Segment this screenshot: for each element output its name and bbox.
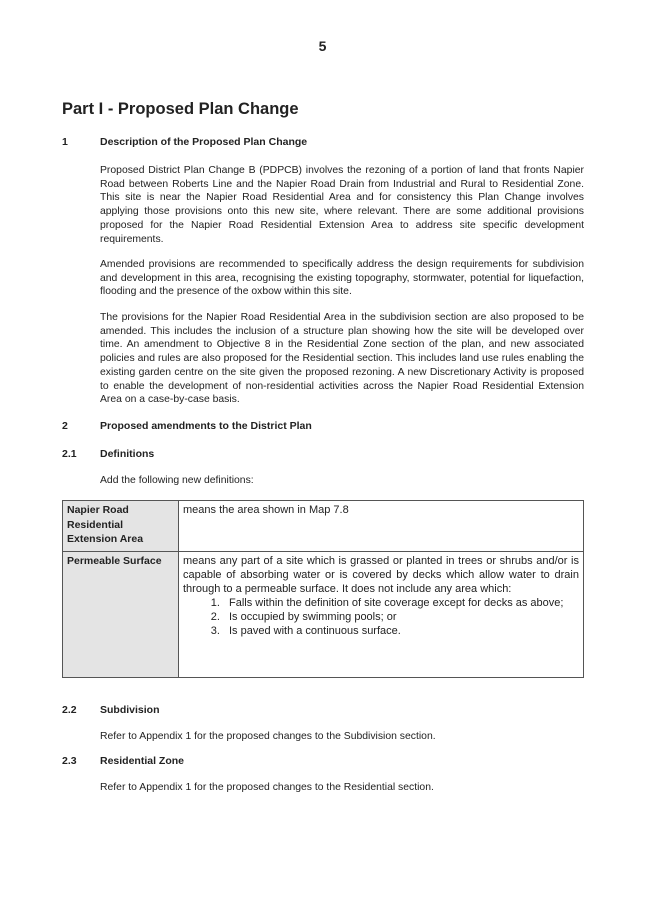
condition-item: 3. Is paved with a continuous surface. [223,624,579,638]
section-1-paragraph-3: The provisions for the Napier Road Residential Area in the subdivision section are also proposed to be amended. This includes the inclusion of a structure plan showing how the site will be developed over time. An amendment to Objective 8 in the Residential Zone section of the plan, and new associated policies and rules are also proposed for the Residential section. This includes land use rules enabling the existing garden centre on the site given the proposed rezoning. A new Discretionary Activity is proposed to enable the development of non-residential activities across the Napier Road Residential Extension Area on a case-by-case basis. [100,312,584,406]
condition-item: 1. Falls within the definition of site coverage except for decks as above; [223,596,579,610]
definition-row [63,552,584,678]
part-title: Part I - Proposed Plan Change [62,100,299,118]
page-number: 5 [318,38,327,54]
definition-meaning: means the area shown in Map 7.8 [179,501,584,552]
section-1-paragraph-1: Proposed District Plan Change B (PDPCB) involves the rezoning of a portion of land that fronts Napier Road between Roberts Line and the Napier Road Drain from Industrial and Rural to Residential Zone. This site is near the Napier Road Residential Area and for consistency this Plan Change involves applying those provisions onto this new site, where relevant. There are some additional provisions proposed for the Napier Road Residential Extension Area to address site specific development requirements. [100,165,584,245]
section-number: 1 [62,136,68,148]
section-number: 2 [62,420,68,432]
section-1-heading [62,136,307,148]
section-2-1-heading [62,448,154,460]
definition-row [63,501,584,552]
section-2-heading [62,420,312,432]
definitions-intro: Add the following new definitions: [100,475,254,486]
section-title: Residential Zone [100,755,185,767]
condition-item: 2. Is occupied by swimming pools; or [223,610,579,624]
section-2-3-heading [62,755,184,767]
definition-meaning: means any part of a site which is grassed or planted in trees or shrubs and/or is capable of absorbing water or is covered by decks which allow water to drain through to a permeable surface. It does not include any area which: [183,555,579,595]
residential-zone-text: Refer to Appendix 1 for the proposed changes to the Residential section. [100,782,434,793]
section-title: Proposed amendments to the District Plan [100,420,312,432]
definition-term: Permeable Surface [63,552,179,678]
definition-conditions-list [183,596,579,638]
section-2-2-heading [62,704,160,716]
section-number: 2.1 [62,448,77,460]
definition-meaning-cell [179,552,584,678]
definitions-table [62,500,584,678]
section-number: 2.2 [62,704,77,716]
section-title: Subdivision [100,704,160,716]
definition-term: Napier Road Residential Extension Area [63,501,179,552]
section-title: Description of the Proposed Plan Change [100,136,308,148]
section-number: 2.3 [62,755,77,767]
subdivision-text: Refer to Appendix 1 for the proposed changes to the Subdivision section. [100,731,436,742]
section-title: Definitions [100,448,155,460]
section-1-paragraph-2: Amended provisions are recommended to specifically address the design requirements for subdivision and development in this area, recognising the existing topography, stormwater, potential for liquefaction, flooding and the presence of the oxbow within this site. [100,259,584,298]
